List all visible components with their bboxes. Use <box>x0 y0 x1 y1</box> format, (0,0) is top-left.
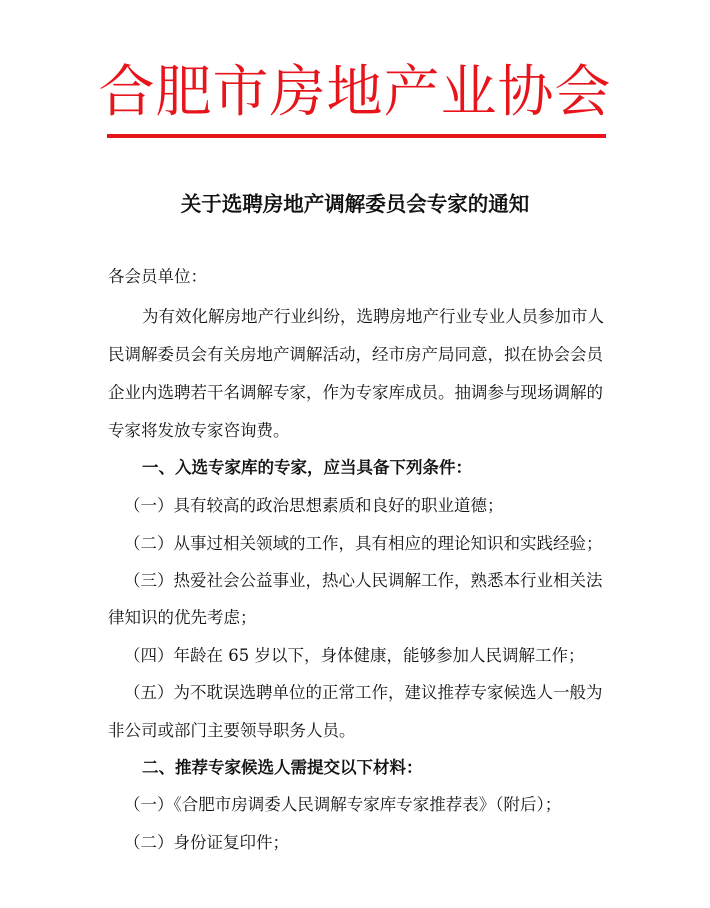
section2-item-1: （一）《合肥市房调委人民调解专家库专家推荐表》（附后）； <box>124 795 562 814</box>
salutation: 各会员单位： <box>108 267 207 286</box>
org-letterhead-title: 合肥市房地产业协会 <box>98 60 612 125</box>
section1-item-2: （二）从事过相关领域的工作，具有相应的理论知识和实践经验； <box>124 534 603 553</box>
section1-item-1: （一）具有较高的政治思想素质和良好的职业道德； <box>124 496 504 515</box>
intro-line-2: 民调解委员会有关房地产调解活动，经市房产局同意，拟在协会会员 <box>108 345 603 364</box>
section1-item-3-line-1: （三）热爱社会公益事业，热心人民调解工作，熟悉本行业相关法 <box>124 571 603 590</box>
intro-line-3: 企业内选聘若干名调解专家，作为专家库成员。抽调参与现场调解的 <box>108 383 603 402</box>
notice-title: 关于选聘房地产调解委员会专家的通知 <box>180 192 530 216</box>
section2-heading: 二、推荐专家候选人需提交以下材料： <box>142 758 423 777</box>
section1-item-5-line-1: （五）为不耽误选聘单位的正常工作，建议推荐专家候选人一般为 <box>124 683 603 702</box>
intro-line-4: 专家将发放专家咨询费。 <box>108 421 290 440</box>
section1-item-3-line-2: 律知识的优先考虑； <box>108 608 257 627</box>
section1-heading: 一、入选专家库的专家，应当具备下列条件： <box>142 458 472 477</box>
section1-item-4: （四）年龄在 65 岁以下，身体健康，能够参加人民调解工作； <box>124 646 585 665</box>
section1-item-5-line-2: 非公司或部门主要领导职务人员。 <box>108 721 356 740</box>
letterhead-red-rule <box>107 134 606 138</box>
section2-item-2: （二）身份证复印件； <box>124 833 289 852</box>
intro-line-1: 为有效化解房地产行业纠纷，选聘房地产行业专业人员参加市人 <box>142 307 604 326</box>
